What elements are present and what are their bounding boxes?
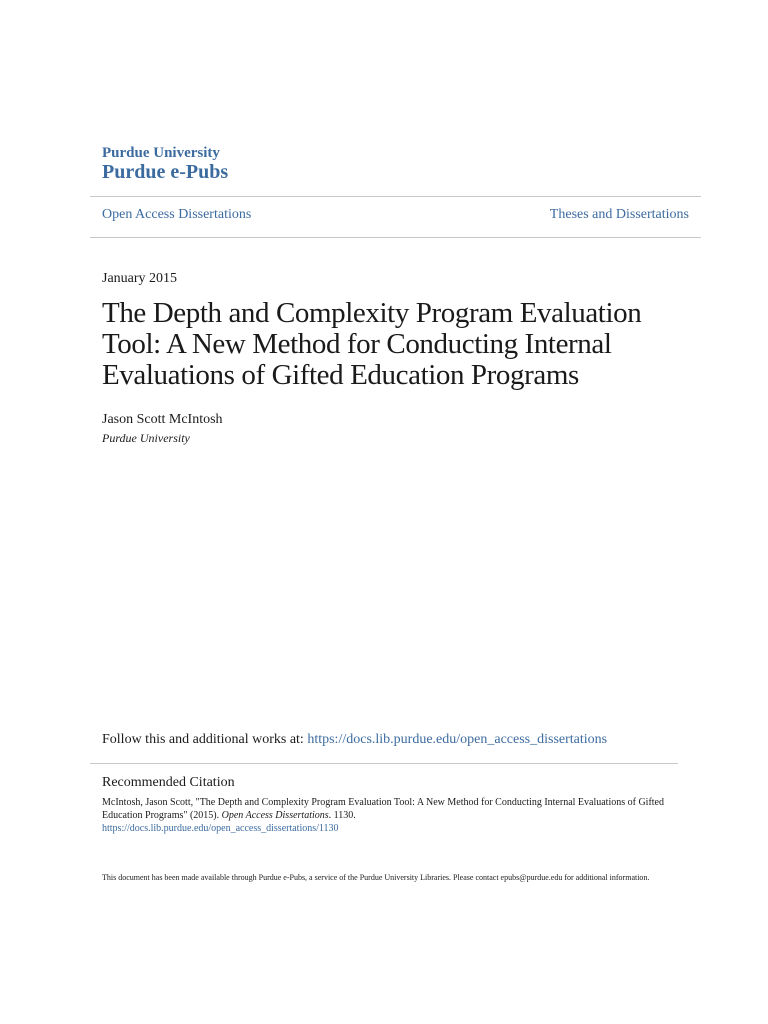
author-affiliation: Purdue University [102, 431, 190, 445]
publication-date: January 2015 [102, 271, 178, 286]
follow-line [102, 732, 607, 748]
availability-note: This document has been made available through Purdue e-Pubs, a service of the Purdue University Libraries. Please contact epubs@purdue.edu for additional information. [102, 873, 650, 882]
university-name: Purdue University [102, 145, 220, 161]
citation-heading: Recommended Citation [102, 775, 235, 790]
repository-name[interactable]: Purdue e-Pubs [102, 161, 229, 183]
citation-block [102, 796, 672, 835]
author-name: Jason Scott McIntosh [102, 412, 223, 427]
collection-url-link[interactable]: https://docs.lib.purdue.edu/open_access_dissertations [307, 732, 608, 747]
citation-divider [90, 763, 678, 764]
open-access-dissertations-link[interactable]: Open Access Dissertations [102, 207, 252, 222]
theses-and-dissertations-link[interactable]: Theses and Dissertations [549, 207, 689, 222]
divider-bottom [90, 237, 701, 238]
citation-source: Open Access Dissertations [221, 810, 329, 821]
follow-label: Follow this and additional works at: [102, 732, 304, 747]
divider-top [90, 196, 701, 197]
citation-text: McIntosh, Jason Scott, "The Depth and Complexity Program Evaluation Tool: A New Method for Conducting Internal Evaluations of Gifted Education Programs" (2015). [102, 797, 664, 821]
document-title: The Depth and Complexity Program Evaluation Tool: A New Method for Conducting Internal Evaluations of Gifted Education Programs [102, 297, 642, 391]
citation-number: . 1130. [328, 810, 356, 821]
citation-url-link[interactable]: https://docs.lib.purdue.edu/open_access_dissertations/1130 [102, 823, 339, 834]
